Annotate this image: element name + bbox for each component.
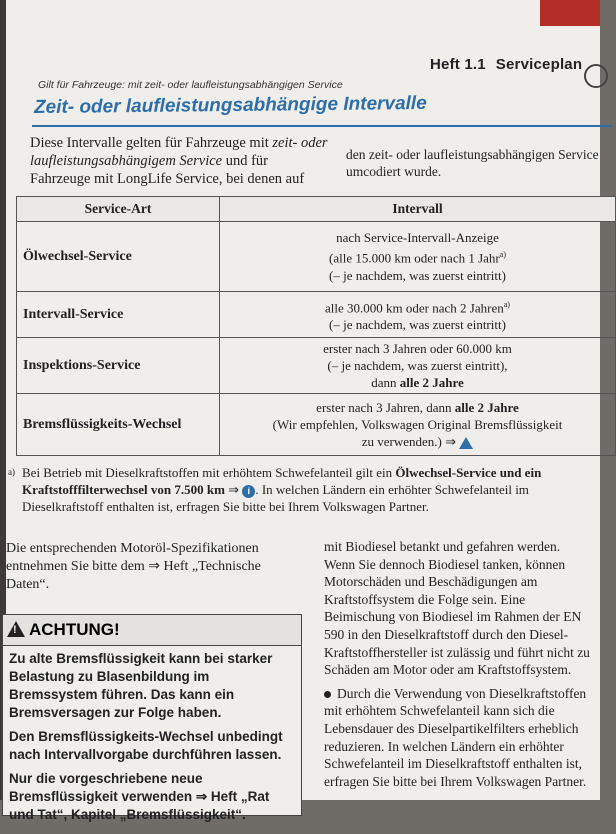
service-name: Inspektions-Service (17, 338, 220, 394)
red-background-object (540, 0, 600, 26)
info-icon: i (242, 485, 255, 498)
interval-line (226, 399, 609, 416)
interval-text: erster nach 3 Jahren, dann (316, 400, 455, 415)
footnote-ref: a) (499, 250, 506, 260)
title-divider (32, 125, 612, 127)
footnote-bold: Ölwechsel-Service und ein Kraftstofffilterwechsel von 7.500 km (22, 465, 542, 497)
interval-line: (– je nachdem, was zuerst eintritt), (327, 358, 508, 373)
intro-text-left (30, 134, 330, 188)
bullet-icon (324, 691, 331, 698)
interval-line (226, 246, 609, 266)
table-row (17, 338, 616, 394)
info-circle-icon (584, 64, 608, 88)
interval-line (226, 374, 609, 391)
warning-paragraph: Den Bremsflüssigkeits-Wechsel unbedingt nach Intervallvorgabe durchführen lassen. (9, 729, 283, 762)
intro-left-italic: zeit- oder laufleistungsabhängigem Service (30, 135, 328, 169)
page-title: Zeit- oder laufleistungsabhängige Intervalle (33, 92, 427, 119)
oil-spec-reference: Die entsprechenden Motoröl-Spezifikationen entnehmen Sie bitte dem ⇒ Heft „Technische Daten“. (6, 541, 261, 592)
bullet-text: Durch die Verwendung von Dieselkraftstoffen mit erhöhtem Schwefelanteil kann sich die Lebensdauer des Dieselpartikelfilters erheblich reduzieren. In welchen Ländern ein erhöhter Schwefelanteil im Dieselkraftstoff enthalten ist, erfragen Sie bitte bei Ihrem Volkswagen Partner. (324, 685, 587, 789)
warning-box (2, 614, 302, 822)
interval-text: alle 30.000 km oder nach 2 Jahren (325, 300, 504, 316)
warning-triangle-icon (7, 621, 25, 637)
interval-line (226, 433, 609, 450)
service-name: Bremsflüssigkeits-Wechsel (17, 394, 220, 456)
section-title: Serviceplan (495, 56, 583, 73)
biodiesel-text-column (324, 538, 594, 796)
bullet-paragraph (324, 685, 594, 791)
interval-line: erster nach 3 Jahren oder 60.000 km (323, 341, 512, 356)
section-header (430, 56, 582, 73)
interval-line: nach Service-Intervall-Anzeige (336, 230, 499, 246)
warning-header (3, 615, 301, 646)
applicability-note: Gilt für Fahrzeuge: mit zeit- oder laufleistungsabhängigen Service (38, 79, 343, 91)
warning-title: ACHTUNG! (29, 620, 120, 639)
manual-page (6, 0, 600, 822)
table-footnote (6, 464, 596, 515)
table-row (17, 394, 616, 456)
service-interval (220, 338, 616, 394)
intro-text-right: den zeit- oder laufleistungsabhängigen Service umcodiert wurde. (346, 147, 599, 179)
section-number: Heft 1.1 (430, 56, 486, 73)
service-interval (220, 394, 616, 456)
header-interval: Intervall (220, 197, 616, 222)
table-header-row (17, 197, 616, 222)
interval-text: zu verwenden.) ⇒ (361, 434, 457, 449)
warning-triangle-icon (459, 437, 473, 449)
service-name: Intervall-Service (17, 292, 220, 338)
interval-text: (alle 15.000 km oder nach 1 Jahr (329, 250, 500, 266)
footnote-part: . In welchen Ländern ein erhöhter Schwefelanteil im Dieselkraftstoff enthalten ist, erfragen Sie bitte bei Ihrem Volkswagen Partner. (22, 482, 529, 514)
table-row (17, 292, 616, 338)
footnote-part: Bei Betrieb mit Dieselkraftstoffen mit erhöhtem Schwefelanteil gilt ein (22, 465, 396, 480)
footnote-mark: a) (8, 467, 15, 477)
interval-bold: alle 2 Jahre (454, 400, 519, 415)
footnote-ref: a) (503, 299, 510, 309)
table-row (17, 222, 616, 292)
warning-paragraph: Zu alte Bremsflüssigkeit kann bei starker Belastung zu Blasenbildung im Bremssystem führen. Das kann ein Bremsversagen zur Folge haben. (9, 651, 273, 720)
intro-left-part1: Diese Intervalle gelten für Fahrzeuge mit (30, 135, 273, 151)
interval-line: (Wir empfehlen, Volkswagen Original Bremsflüssigkeit (272, 417, 563, 432)
interval-bold: alle 2 Jahre (399, 375, 464, 390)
service-name: Ölwechsel-Service (17, 222, 220, 292)
warning-paragraph: Nur die vorgeschriebene neue Bremsflüssigkeit verwenden ⇒ Heft „Rat und Tat“, Kapitel „Bremsflüssigkeit“. (9, 771, 270, 822)
service-interval (220, 222, 616, 292)
body-paragraph: mit Biodiesel betankt und gefahren werden. Wenn Sie dennoch Biodiesel tanken, können Motorschäden und Beschädigungen am Kraftstoffsystem die Folge sein. Eine Beimischung von Biodiesel im Rahmen der EN 590 in den Dieselkraftstoff durch den Diesel-Kraftstoffhersteller ist zulässig und führt nicht zu Schäden am Motor oder am Kraftstoffsystem. (324, 539, 590, 678)
intro-left-part2: und für Fahrzeuge mit LongLife Service, bei denen auf (30, 153, 305, 187)
footnote-part: ⇒ (224, 482, 243, 497)
service-interval (220, 292, 616, 338)
interval-line: (– je nachdem, was zuerst eintritt) (329, 267, 506, 283)
warning-body (3, 646, 301, 834)
interval-text: dann (371, 375, 400, 390)
footnote-text (22, 464, 596, 515)
service-table (16, 196, 616, 456)
header-service-type: Service-Art (17, 197, 220, 222)
interval-line (226, 296, 609, 316)
interval-line: (– je nachdem, was zuerst eintritt) (329, 317, 506, 333)
